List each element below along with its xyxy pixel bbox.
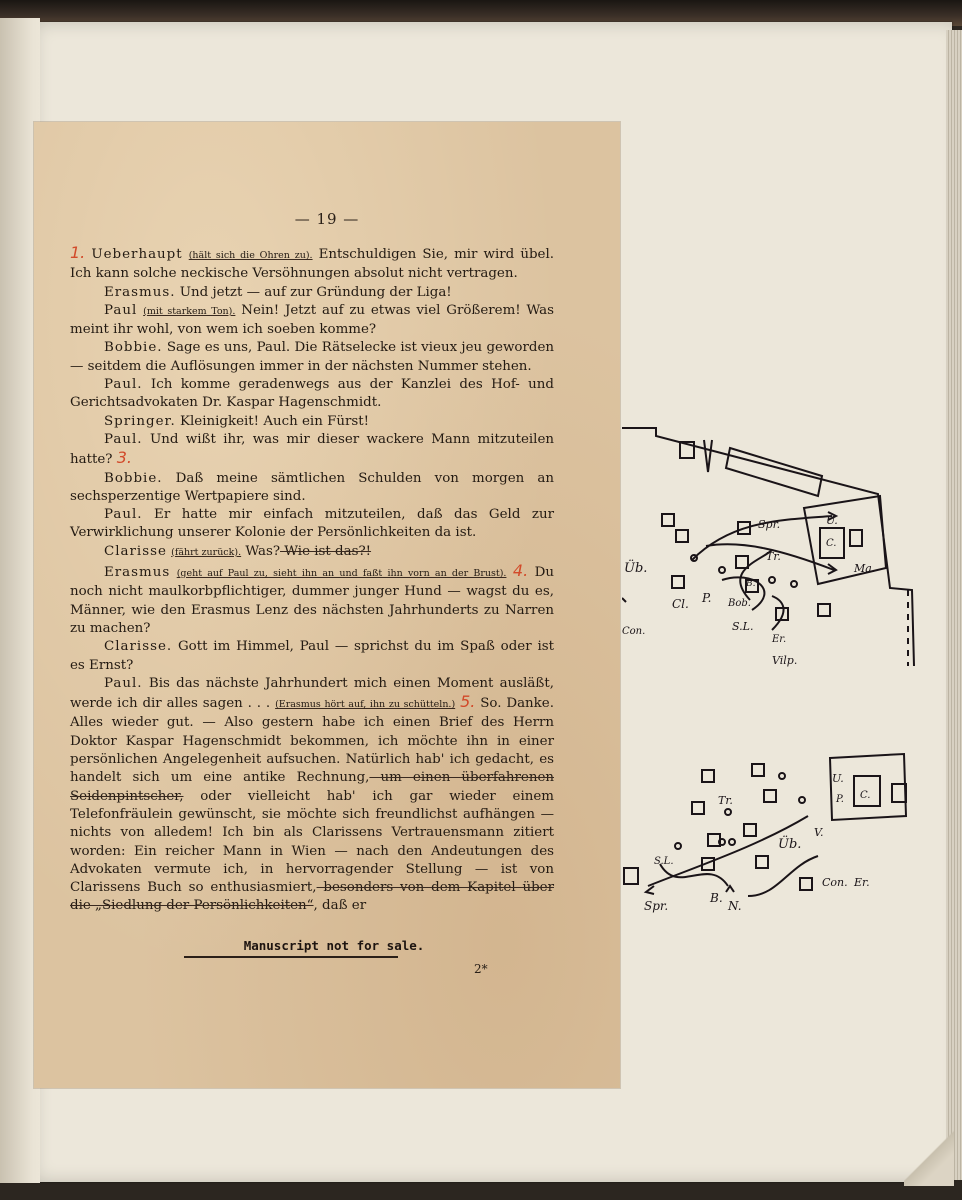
speaker: Paul. [104,377,143,393]
red-annotation: 5. [460,692,476,712]
sketch-label: V. [814,826,824,839]
paragraph-9 [70,506,554,543]
sketch-label: Tr. [766,550,781,563]
struck-text: Wie ist das?! [280,543,372,559]
paragraph-6 [70,413,554,431]
stage-direction: (hält sich die Ohren zu). [188,250,313,261]
dialogue: Sage es uns, Paul. Die Rätselecke ist vieux jeu geworden — seitdem die Auflösungen immer in der nächsten Nummer stehen. [70,340,554,374]
stage-sketch-top [622,420,922,680]
dialogue: Und wißt ihr, was mir dieser wackere Mann mitzuteilen hatte? [70,431,554,468]
printed-script-clipping [34,122,620,1088]
speaker: Clarisse [104,543,167,559]
paragraph-3 [70,302,554,340]
paragraph-13 [70,675,554,916]
sketch-label: Con. [622,626,646,637]
paragraph-2 [70,284,554,302]
sketch-label: Üb. [778,837,802,852]
sketch-label: P. [836,794,844,805]
manuscript-stamp: Manuscript not for sale. [243,938,425,953]
sketch-label: C. [860,790,871,801]
dialogue: Er hatte mir einfach mitzuteilen, daß das Geld zur Verwirklichung unserer Kolonie der Persönlichkeiten da ist. [70,507,554,541]
sketch-label: B. [710,891,723,905]
sketch-label: Er. [854,876,870,889]
dialogue: Bis das nächste Jahrhundert mich einen Moment ausläßt, werde ich dir alles sagen . . . [70,675,554,712]
paragraph-12 [70,638,554,675]
dialogue: Entschuldigen Sie, mir wird übel. Ich kann solche neckische Versöhnungen absolut nicht vertragen. [70,247,554,282]
dialogue: Du noch nicht maulkorbpflichtiger, dummer junger Hund — wagst du es, Männer, wie den Erasmus Lenz des nächsten Jahrhunderts zu Narren zu machen? [70,565,554,636]
red-annotation: 1. [70,243,86,262]
speaker: Ueberhaupt [91,247,183,262]
sketch-label: Cl. [672,597,689,611]
sketch-label: S.L. [732,620,754,633]
speaker: Bobbie. [104,340,163,356]
speaker: Springer. [104,413,176,429]
dialogue: Kleinigkeit! Auch ein Fürst! [175,413,370,429]
speaker: Erasmus [104,565,171,581]
stage-direction: (fährt zurück). [171,546,242,558]
page-stack-edge [946,30,962,1180]
dialogue: Und jetzt — auf zur Gründung der Liga! [175,284,452,300]
sketch-label: S.L. [654,856,674,867]
dialogue: oder vielleicht hab' ich gar wieder einem Telefonfräulein gewünscht, sie möchte sich freundlichst aufhängen — nichts von alledem! Ich bin als Clarissens Vertrauensmann zitiert worden: Ein reicher Mann in Wien — nach den Andeutungen des Advokaten vermute ich, in hervorragender Stellung — ist von Clarissens Buch so enthusiasmiert, [70,788,554,896]
dialogue: Daß meine sämtlichen Schulden von morgen an sechsperzentige Wertpapiere sind. [70,470,554,504]
sketch-label: Vilp. [772,654,798,667]
sketch-label: Tr. [718,794,733,807]
paragraph-7 [70,431,554,470]
dialogue: Gott im Himmel, Paul — sprichst du im Spaß oder ist es Ernst? [70,639,554,673]
sketch-label: Ma. [854,562,876,575]
page-corner-fold [904,1128,954,1186]
sketch-label: Spr. [758,518,781,531]
sketch-label: Spr. [644,899,669,913]
speaker: Erasmus. [104,284,176,300]
sketch-label: Con. [822,876,848,889]
stage-sketch-bottom [618,746,918,930]
sketch-label: P. [702,591,712,605]
speaker: Paul [104,302,138,318]
paragraph-1 [70,244,554,284]
struck-text: besonders von dem Kapitel über die „Siedlung der Persönlichkeiten“ [70,880,554,914]
dialogue: Ich komme geradenwegs aus der Kanzlei des Hof- und Gerichtsadvokaten Dr. Kaspar Hagenschmidt. [70,377,554,411]
red-annotation: 3. [116,448,133,468]
speaker: Bobbie. [104,470,163,486]
speaker: Clarisse. [104,639,173,655]
manuscript-underline [184,956,398,958]
dialogue: Nein! Jetzt auf zu etwas viel Größerem! Was meint ihr wohl, von wem ich soeben komme? [70,302,554,338]
sketch-label: B. [746,579,756,589]
paragraph-10 [70,543,554,562]
sketch-label: Üb. [624,561,648,576]
stage-direction: (geht auf Paul zu, sieht ihn an und faßt ihn vorn an der Brust). [176,568,507,580]
stage-direction: (mit starkem Ton). [143,305,236,317]
dialogue: So. Danke. Alles wieder gut. — Also gestern habe ich einen Brief des Herrn Doktor Kaspar Hagenschmidt bekommen, ich möchte ihn in einer persönlichen Angelegenheit aufsuchen. Natürlich hab' ich gedacht, es handelt sich um eine antike Rechnung, [70,696,554,786]
red-annotation: 4. [512,561,529,581]
paragraph-11 [70,562,554,638]
dialogue: , daß er [313,898,367,914]
sketch-label: Er. [772,634,787,645]
page-number: — 19 — [294,210,360,228]
sketch-label: U. [826,514,838,527]
paragraph-5 [70,376,554,413]
sketch-label: C. [826,538,837,549]
speaker: Paul. [104,431,143,447]
struck-text: um einen überfahrenen Seidenpintscher, [70,770,554,804]
dialogue: Was? [241,543,281,559]
stage-direction: (Erasmus hört auf, ihn zu schütteln.) [275,699,456,711]
paragraph-8 [70,470,554,507]
paragraph-4 [70,339,554,376]
signature-mark: 2* [474,962,488,976]
script-text [70,244,554,916]
speaker: Paul. [104,675,143,691]
speaker: Paul. [104,507,143,523]
sketch-label: Bob. [728,598,751,609]
sketch-label: U. [832,772,844,785]
sketch-label: N. [728,899,742,913]
